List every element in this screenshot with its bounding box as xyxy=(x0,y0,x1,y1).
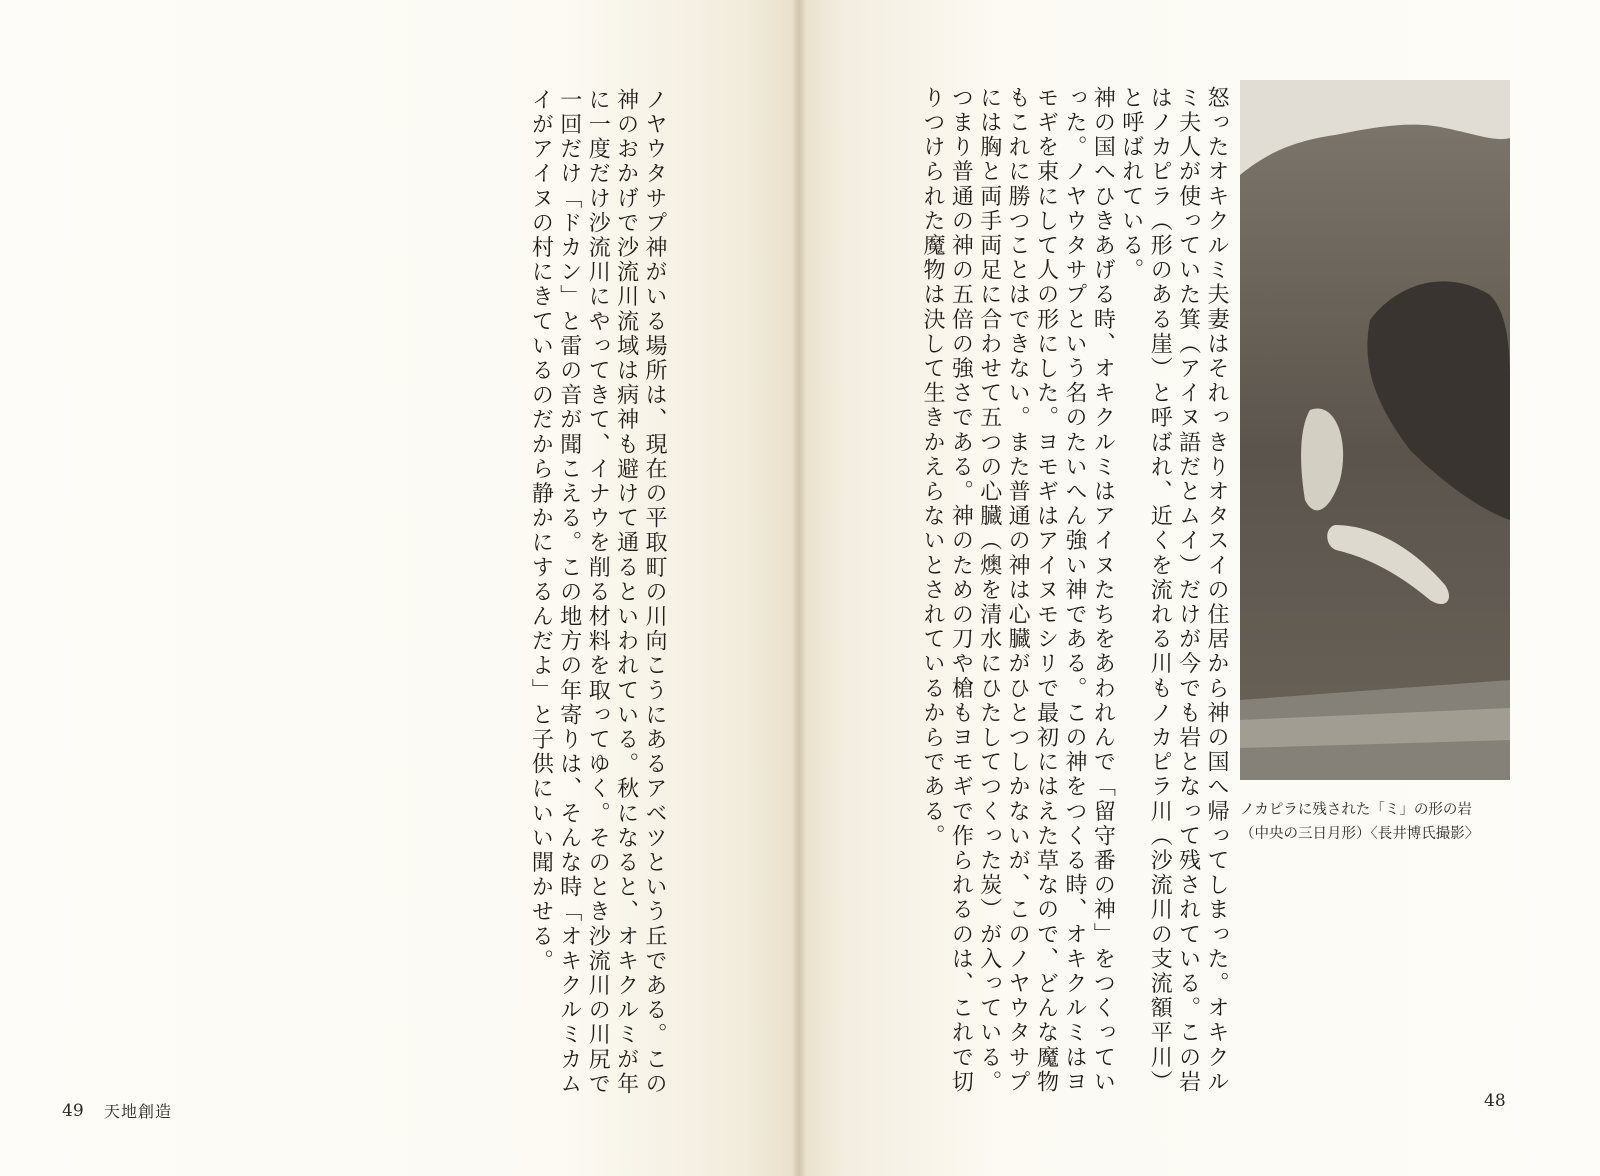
photo-caption xyxy=(1240,798,1530,846)
running-title: 天地創造 xyxy=(104,1102,173,1121)
photo-caption-line-2: （中央の三日月形）〈長井博氏撮影〉 xyxy=(1240,826,1480,842)
book-gutter xyxy=(792,0,806,1176)
left-page-number: 49 xyxy=(62,1101,84,1121)
right-page-number: 48 xyxy=(1484,1091,1506,1111)
right-page-body-text: 怒ったオキクルミ夫妻はそれっきりオタスイの住居から神の国へ帰ってしまった。オキクルミ夫人が使っていた箕（アイヌ語だとムイ）だけが今でも岩となって残されている。この岩はノカピラ（形のある崖）と呼ばれ、近くを流れる川もノカピラ川（沙流川の支流額平川）と呼ばれている。 神の国へひきあげる時、オキクルミはアイヌたちをあわれんで「留守番の神」をつくっていった。ノヤウタサプという名のたいへん強い神である。この神をつくる時、オキクルミはヨモギを束にして人の形にした。ヨモギはアイヌモシリで最初にはえた草なので、どんな魔物もこれに勝つことはできない。また普通の神は心臓がひとつしかないが、このノヤウタサプには胸と両手両足に合わせて五つの心臓（燠を清水にひたしてつくった炭）が入っている。つまり普通の神の五倍の強さである。神のための刀や槍もヨモギで作られるのは、これで切りつけられた魔物は決して生きかえらないとされているからである。 xyxy=(919,86,1229,1095)
left-page-body-text: ノヤウタサプ神がいる場所は、現在の平取町の川向こうにあるアベツという丘である。この神のおかげで沙流川流域は病神も避けて通るといわれている。秋になると、オキクルミが年に一度だけ沙流川にやってきて、イナウを削る材料を取ってゆく。そのとき沙流川の川尻で一回だけ「ドカン」と雷の音が聞こえる。この地方の年寄りは、そんな時「オキクルミカムイがアイヌの村にきているのだから静かにするんだよ」と子供にいい聞かせる。 xyxy=(528,88,667,1097)
nokapira-rock-photo xyxy=(1240,80,1510,780)
photo-caption-line-1: ノカピラに残された「ミ」の形の岩 xyxy=(1240,802,1472,818)
